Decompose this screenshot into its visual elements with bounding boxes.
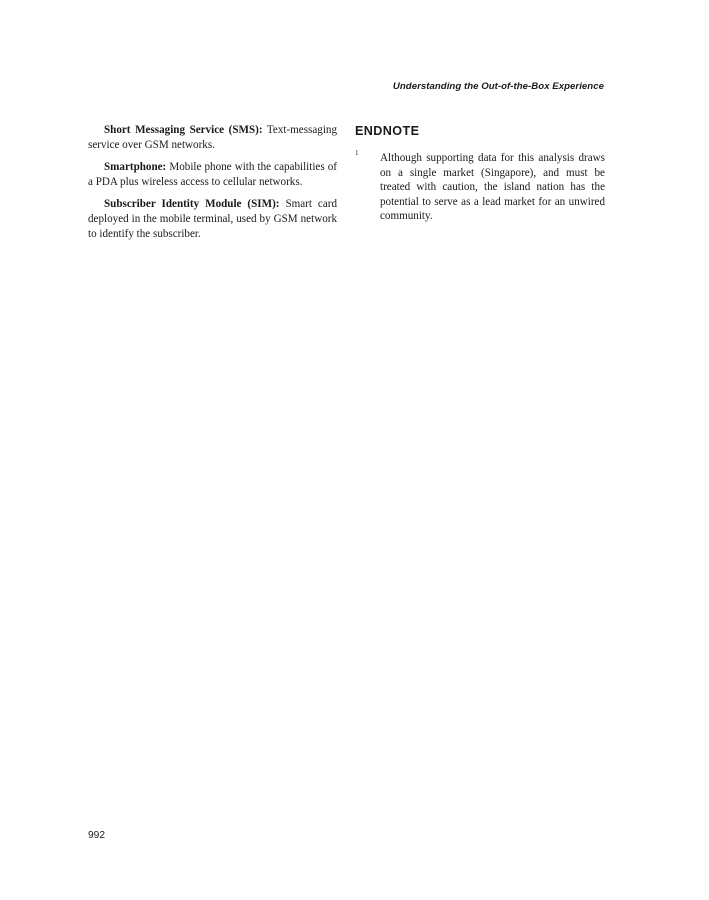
endnote-item: [355, 151, 605, 224]
glossary-definition: Smart card deployed in the mobile terminal, used by GSM network to identify the subscriber.: [88, 198, 337, 240]
endnote-number: 1: [355, 149, 359, 157]
glossary-term: Smartphone:: [104, 161, 167, 174]
glossary-column: [88, 123, 337, 249]
running-header: Understanding the Out-of-the-Box Experience: [392, 81, 604, 92]
glossary-definition: Mobile phone with the capabilities of a PDA plus wireless access to cellular networks.: [88, 161, 337, 188]
glossary-entry-sim: [88, 197, 337, 241]
endnote-text: Although supporting data for this analysis draws on a single market (Singapore), and must be treated with caution, the island nation has the potential to serve as a lead market for an unwired community.: [380, 152, 605, 223]
endnote-column: [355, 123, 605, 224]
glossary-definition: Text-messaging service over GSM networks.: [88, 124, 337, 151]
glossary-entry-sms: [88, 123, 337, 152]
glossary-term: Short Messaging Service (SMS):: [104, 124, 263, 136]
glossary-entry-smartphone: [88, 160, 337, 189]
glossary-term: Subscriber Identity Module (SIM):: [104, 198, 280, 211]
page-number: 992: [88, 830, 105, 841]
endnote-heading: ENDNOTE: [355, 124, 420, 138]
